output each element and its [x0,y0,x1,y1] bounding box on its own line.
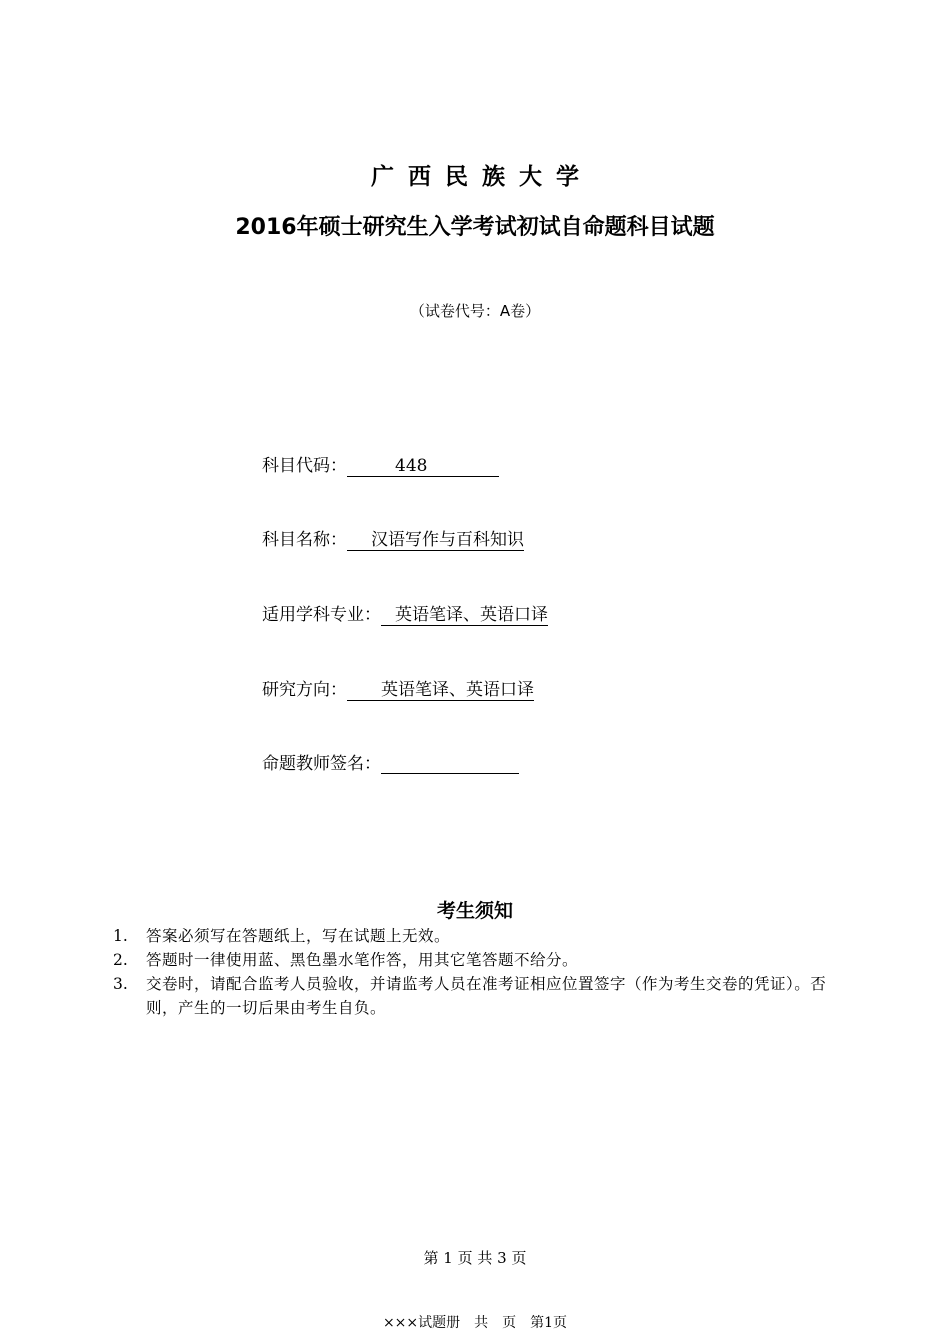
subject-name-value: 汉语写作与百科知识 [347,530,524,551]
applicable-major-value: 英语笔译、英语口译 [381,605,548,626]
university-name: 广西民族大学 [371,164,593,190]
teacher-signature-label: 命题教师签名： [262,754,381,774]
notice-item-number: 2. [113,951,128,969]
exam-title: 2016年硕士研究生入学考试初试自命题科目试题 [235,215,715,240]
page-footer: ×××试题册 共 页 第1页 [382,1315,568,1331]
notice-item [113,924,843,948]
research-direction-field [262,675,534,701]
applicable-major-field [262,600,548,626]
notice-item [113,972,843,1020]
subject-name-label: 科目名称： [262,530,347,550]
notice-item-number: 1. [113,927,128,945]
research-direction-value: 英语笔译、英语口译 [347,680,534,701]
subject-name-field [262,525,524,551]
page-number: 第 1 页 共 3 页 [423,1249,527,1267]
teacher-signature-field [262,749,519,774]
notice-title: 考生须知 [436,900,513,922]
notice-item [113,948,843,972]
subject-code-label: 科目代码： [262,456,347,476]
subject-code-value: 448 [347,456,499,477]
paper-code: （试卷代号：A卷） [409,302,541,320]
teacher-signature-line [381,753,519,774]
research-direction-label: 研究方向： [262,680,347,700]
notice-item-number: 3. [113,975,128,993]
subject-code-field [262,451,499,477]
applicable-major-label: 适用学科专业： [262,605,381,625]
notice-item-text: 答题时一律使用蓝、黑色墨水笔作答，用其它笔答题不给分。 [146,951,579,969]
notice-item-text: 答案必须写在答题纸上，写在试题上无效。 [146,927,451,945]
notice-item-text: 交卷时，请配合监考人员验收，并请监考人员在准考证相应位置签字（作为考生交卷的凭证）。否则，产生的一切后果由考生自负。 [146,975,827,1017]
